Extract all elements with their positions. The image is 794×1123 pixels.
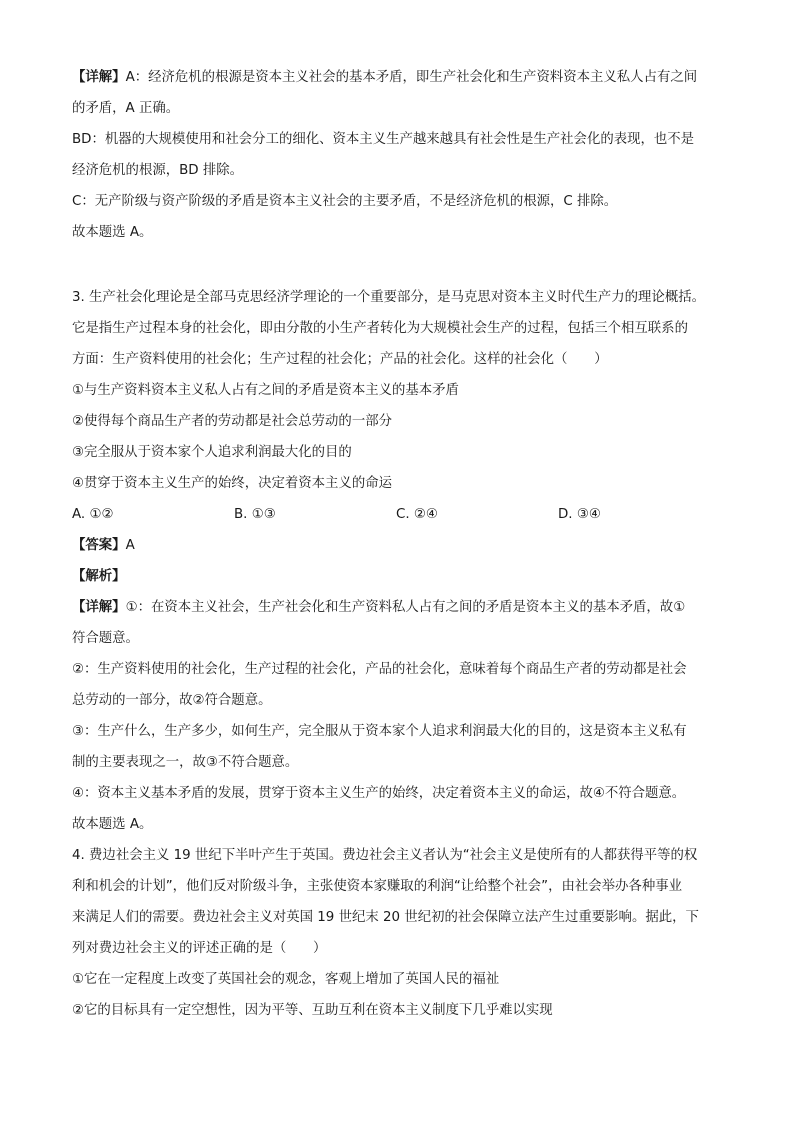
option-d: D. ③④ [558, 507, 601, 522]
document-page [72, 62, 732, 1026]
detail-line: 总劳动的一部分，故②符合题意。 [72, 693, 272, 708]
question-3-item: ②使得每个商品生产者的劳动都是社会总劳动的一部分 [72, 414, 392, 429]
detail-tag: 【详解】 [72, 600, 126, 615]
analysis-line [72, 561, 732, 592]
detail-line: 符合题意。 [72, 631, 139, 646]
question-4-item: ①它在一定程度上改变了英国社会的观念，客观上增加了英国人民的福祉 [72, 972, 500, 987]
option-a: A. ①② [72, 507, 114, 522]
question-4-stem: 列对费边社会主义的评述正确的是（ ） [72, 941, 327, 956]
question-4-stem: 来满足人们的需要。费边社会主义对英国 19 世纪末 20 世纪初的社会保障立法产生过重要影响。据此，下 [72, 910, 699, 925]
detail-line: 制的主要表现之一，故③不符合题意。 [72, 755, 299, 770]
answer-tag: 【答案】 [72, 538, 126, 553]
conclusion-line: 故本题选 A。 [72, 225, 153, 240]
conclusion-line: 故本题选 A。 [72, 817, 153, 832]
question-3-item: ③完全服从于资本家个人追求利润最大化的目的 [72, 445, 352, 460]
detail-line: 的矛盾，A 正确。 [72, 101, 180, 116]
detail-line: C：无产阶级与资产阶级的矛盾是资本主义社会的主要矛盾，不是经济危机的根源，C 排除。 [72, 194, 618, 209]
detail-tag: 【详解】 [72, 70, 126, 85]
question-4-item: ②它的目标具有一定空想性，因为平等、互助互利在资本主义制度下几乎难以实现 [72, 1003, 553, 1018]
option-b: B. ①③ [234, 507, 276, 522]
spacer [72, 248, 732, 282]
answer-value: A [125, 538, 135, 553]
detail-line: 【详解】A：经济危机的根源是资本主义社会的基本矛盾，即生产社会化和生产资料资本主义私人占有之间 [72, 70, 698, 85]
detail-line: BD：机器的大规模使用和社会分工的细化、资本主义生产越来越具有社会性是生产社会化的表现，也不是 [72, 132, 695, 147]
question-4-stem: 利和机会的计划”，他们反对阶级斗争，主张使资本家赚取的利润“让给整个社会”，由社会举办各种事业 [72, 879, 682, 894]
analysis-tag: 【解析】 [72, 569, 126, 584]
detail-line: ③：生产什么，生产多少，如何生产，完全服从于资本家个人追求利润最大化的目的，这是资本主义私有 [72, 724, 687, 739]
detail-line: ④：资本主义基本矛盾的发展，贯穿于资本主义生产的始终，决定着资本主义的命运，故④不符合题意。 [72, 786, 686, 801]
question-3-stem: 3. 生产社会化理论是全部马克思经济学理论的一个重要部分，是马克思对资本主义时代生产力的理论概括。 [72, 290, 705, 305]
question-3-stem: 方面：生产资料使用的社会化；生产过程的社会化；产品的社会化。这样的社会化（ ） [72, 352, 608, 367]
question-3-stem: 它是指生产过程本身的社会化，即由分散的小生产者转化为大规模社会生产的过程，包括三个相互联系的 [72, 321, 688, 336]
option-c: C. ②④ [396, 507, 438, 522]
detail-line: 经济危机的根源，BD 排除。 [72, 163, 244, 178]
question-3-item: ①与生产资料资本主义私人占有之间的矛盾是资本主义的基本矛盾 [72, 383, 459, 398]
answer-line [72, 530, 732, 561]
question-3-item: ④贯穿于资本主义生产的始终，决定着资本主义的命运 [72, 476, 392, 491]
question-4-stem: 4. 费边社会主义 19 世纪下半叶产生于英国。费边社会主义者认为“社会主义是使所有的人都获得平等的权 [72, 848, 698, 863]
detail-line: ②：生产资料使用的社会化，生产过程的社会化，产品的社会化，意味着每个商品生产者的劳动都是社会 [72, 662, 687, 677]
question-3-options [72, 499, 732, 530]
detail-line: 【详解】①：在资本主义社会，生产社会化和生产资料私人占有之间的矛盾是资本主义的基本矛盾，故① [72, 600, 686, 615]
